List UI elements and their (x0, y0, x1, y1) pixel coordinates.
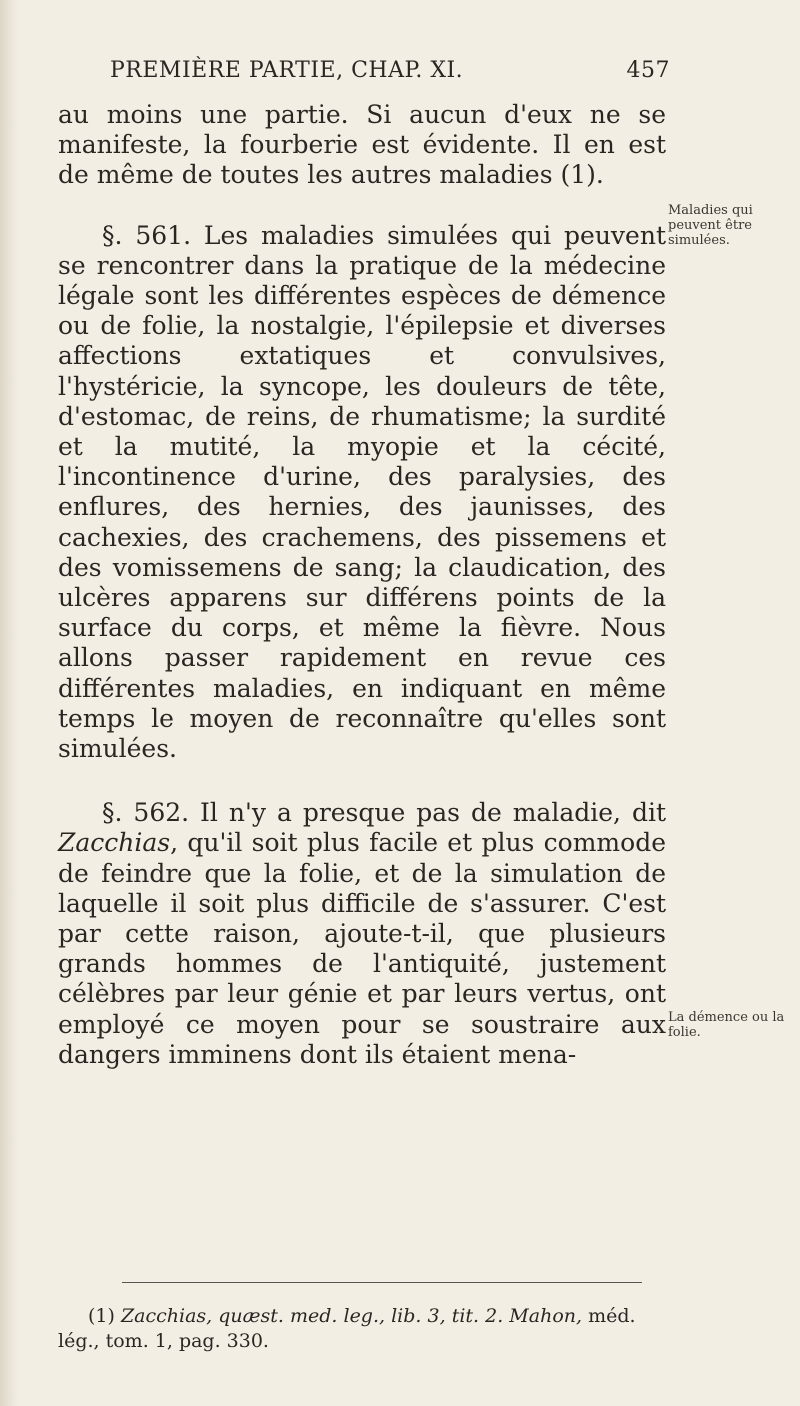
footnote-ref1: lib. 3, (391, 1305, 446, 1327)
paragraph-561: §. 561. Les maladies simulées qui peuvent se rencontrer dans la pratique de la médecine légale sont les différentes espèces de démence ou de folie, la nostalgie, l'épilepsie et diverses affections extatiques et convulsives, l'hystéricie, la syncope, les douleurs de tête, d'estomac, de reins, de rhumatisme; la surdité et la mutité, la myopie et la cécité, l'incontinence d'urine, des paralysies, des enflures, des hernies, des jaunisses, des cachexies, des crachemens, des pissemens et des vomissemens de sang; la claudication, des ulcères apparens sur différens points de la surface du corps, et même la fièvre. Nous allons passer rapidement en revue ces différentes maladies, en indiquant en même temps le moyen de reconnaître qu'elles sont simulées. (58, 220, 666, 764)
footnote-rest: méd. lég., tom. 1, pag. 330. (58, 1305, 636, 1352)
page-binding-edge (0, 0, 18, 1406)
footnote-marker: (1) (88, 1305, 115, 1327)
footnote-ref2: tit. 2. (451, 1305, 504, 1327)
zacchias-name: Zacchias (58, 828, 171, 858)
footnote-text (58, 1304, 668, 1354)
paragraph-continuation: au moins une partie. Si aucun d'eux ne se manifeste, la fourberie est évidente. Il en est de même de toutes les autres maladies (1). (58, 100, 666, 190)
page-number: 457 (626, 58, 670, 83)
footnote (58, 1304, 668, 1354)
footnote-rule (122, 1282, 642, 1283)
margin-note-maladies: Maladies qui peuvent être simulées. (668, 203, 753, 248)
paragraph-562 (58, 798, 666, 1070)
header-title: PREMIÈRE PARTIE, CHAP. XI. (110, 58, 464, 83)
running-header (110, 58, 670, 98)
footnote-author2: Mahon, (509, 1305, 583, 1327)
paragraph-562-end: , qu'il soit plus facile et plus commode de feindre que la folie, et de la simulation de laquelle il soit plus difficile de s'assurer. C'est par cette raison, ajoute-t-il, que plusieurs grands hommes de l'antiquité, justement célèbres par leur génie et par leurs vertus, ont employé ce moyen pour se soustraire aux dangers imminens dont ils étaient mena- (58, 828, 666, 1069)
margin-note-demence: La démence ou la folie. (668, 1010, 785, 1040)
footnote-work: quæst. med. leg., (218, 1305, 386, 1327)
paragraph-562-start: §. 562. Il n'y a presque pas de maladie, dit (102, 798, 666, 828)
footnote-author: Zacchias, (120, 1305, 213, 1327)
main-text (58, 100, 666, 1070)
